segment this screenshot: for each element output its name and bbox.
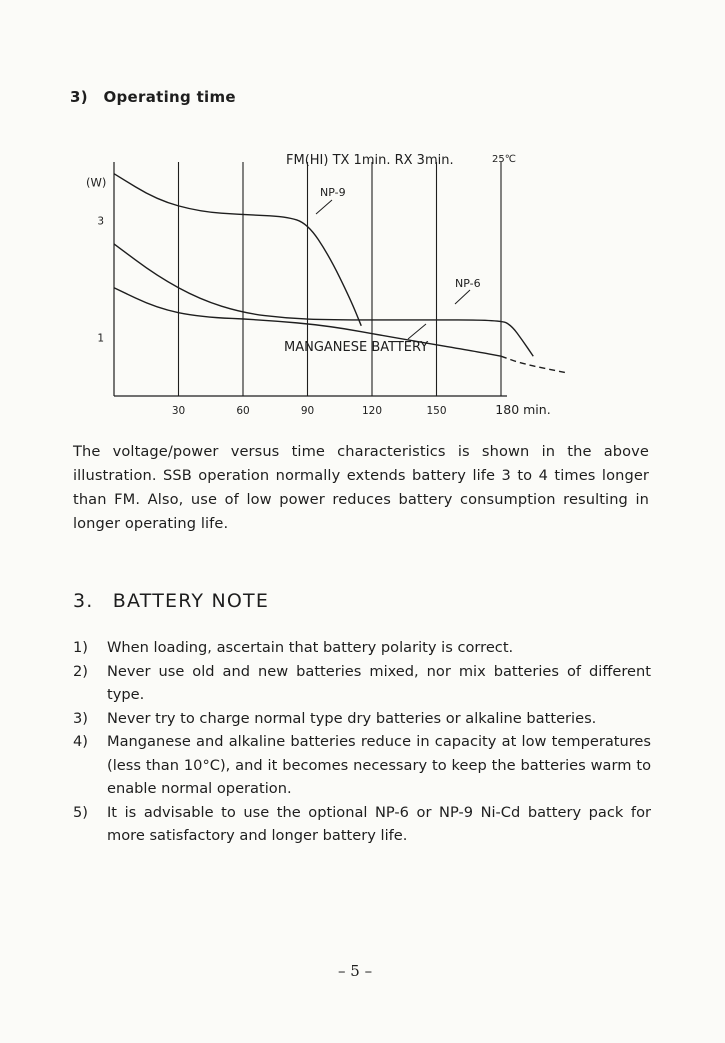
note-number: 1)	[73, 639, 88, 656]
x-tick-label: 150	[426, 405, 447, 417]
page-number: – 5 –	[338, 962, 373, 980]
chart-title: FM(HI) TX 1min. RX 3min.	[286, 153, 454, 168]
battery-notes-list	[73, 636, 651, 848]
y-tick-label: 1	[97, 332, 104, 345]
list-item	[73, 707, 651, 731]
note-number: 4)	[73, 733, 88, 750]
note-text: When loading, ascertain that battery polarity is correct.	[107, 639, 514, 656]
subsection-number: 3)	[70, 88, 88, 106]
note-number: 3)	[73, 709, 88, 727]
note-text: Never use old and new batteries mixed, nor mix batteries of different type.	[107, 662, 651, 703]
list-item	[73, 660, 651, 707]
section-title: BATTERY NOTE	[112, 590, 270, 612]
chart-temperature: 25℃	[492, 154, 516, 165]
chart-labels	[86, 153, 551, 417]
operating-time-chart	[0, 0, 725, 430]
np-6-label: NP-6	[455, 277, 481, 290]
note-text: Never try to charge normal type dry batteries or alkaline batteries.	[107, 709, 597, 727]
list-item	[73, 636, 651, 660]
list-item	[73, 730, 651, 801]
note-number: 2)	[73, 662, 88, 680]
list-item	[73, 801, 651, 848]
y-tick-label: 3	[97, 215, 104, 228]
x-tick-label: 180 min.	[495, 402, 551, 417]
section-number: 3.	[73, 590, 94, 612]
note-text: It is advisable to use the optional NP-6 or NP-9 Ni-Cd battery pack for more satisfactory and longer battery life.	[107, 803, 651, 844]
manganese-battery-leader	[408, 324, 426, 339]
x-tick-label: 90	[300, 405, 315, 417]
np-6-leader	[455, 290, 470, 304]
x-tick-label: 120	[361, 405, 383, 417]
section-heading	[73, 590, 269, 612]
note-text: Manganese and alkaline batteries reduce in capacity at low temperatures (less than 10°C), and it becomes necessary to keep the batteries warm to enable normal operation.	[107, 733, 651, 797]
np-9-label: NP-9	[320, 186, 346, 199]
chart-description: The voltage/power versus time characteristics is shown in the above illustration. SSB operation normally extends battery life 3 to 4 times longer than FM. Also, use of low power reduces battery consumption resulting in longer operating life.	[73, 443, 649, 532]
chart-axes	[114, 162, 507, 396]
subsection-title: Operating time	[103, 88, 236, 106]
y-axis-label: (W)	[86, 175, 107, 190]
manganese-battery-line-dashed	[501, 356, 566, 372]
x-tick-label: 60	[236, 405, 250, 417]
x-tick-label: 30	[171, 405, 186, 417]
manganese-battery-label: MANGANESE BATTERY	[284, 340, 429, 355]
note-number: 5)	[73, 803, 88, 821]
np-9-leader	[316, 200, 332, 214]
